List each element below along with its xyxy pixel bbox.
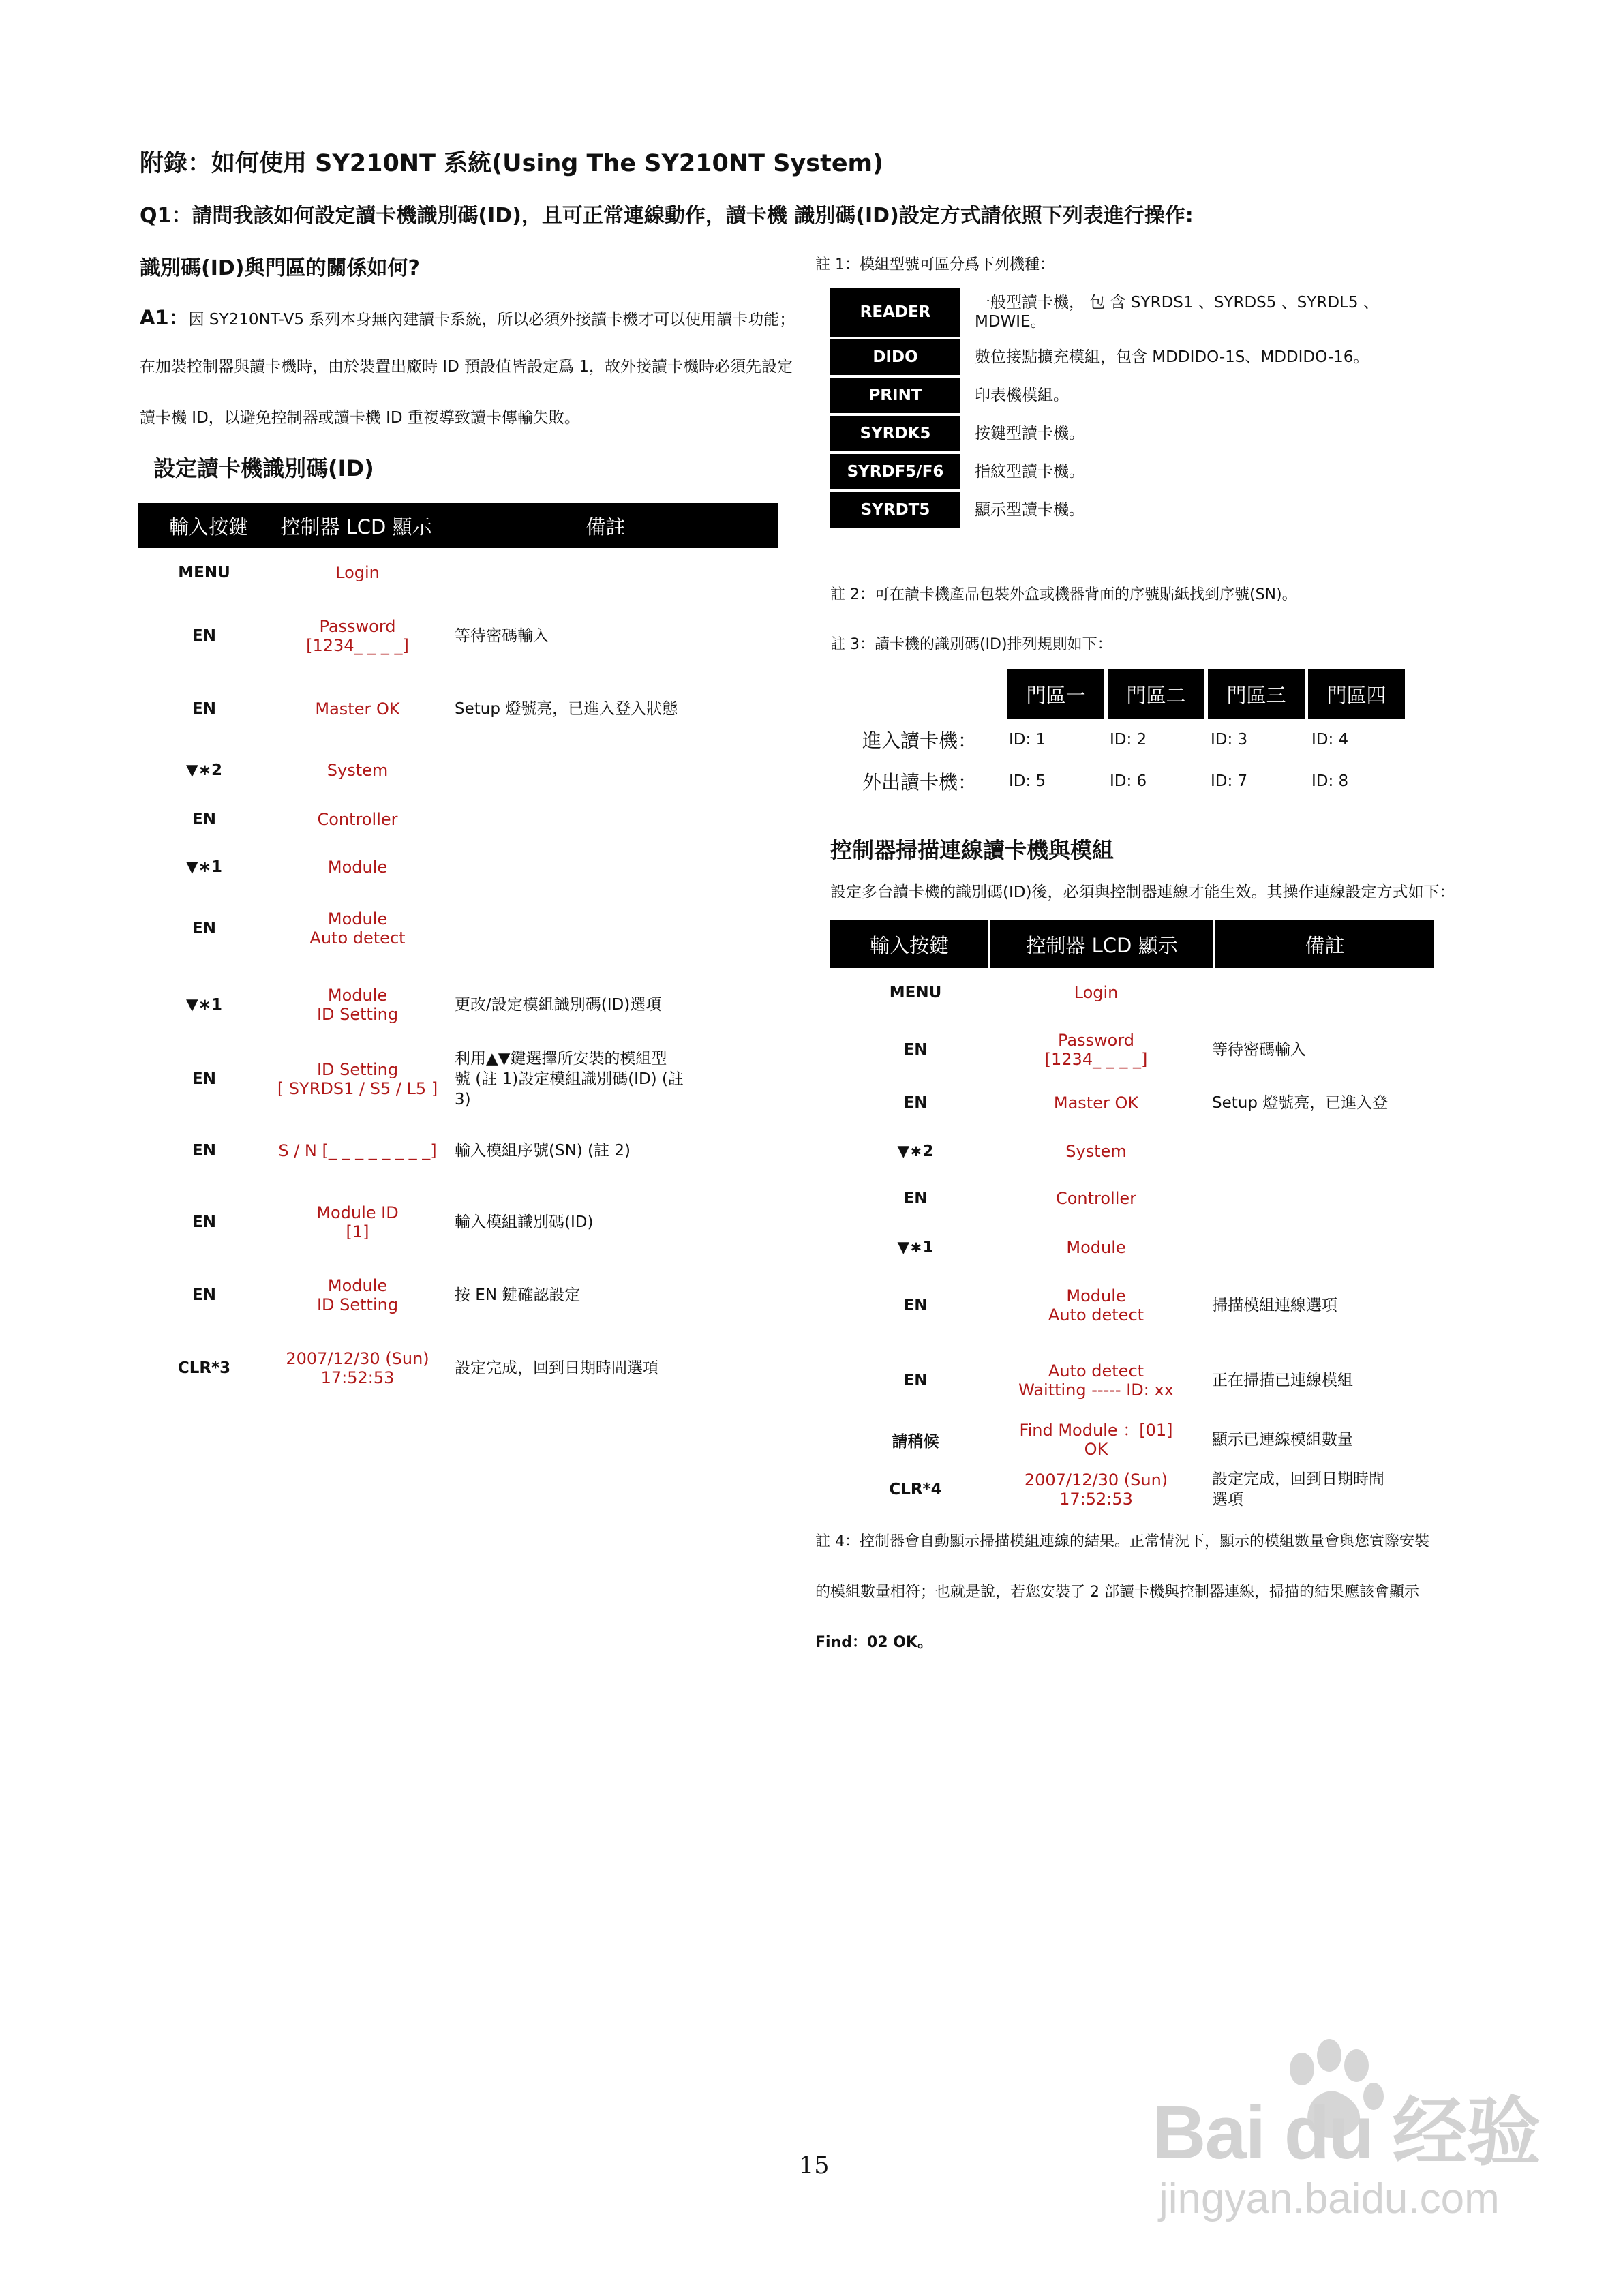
lcd-line: Module	[327, 909, 388, 928]
row-key: EN	[903, 1094, 928, 1112]
row-key: EN	[903, 1372, 928, 1389]
answer-a1-lead: A1：	[140, 306, 189, 329]
lcd-line: Password	[1057, 1031, 1135, 1050]
module-desc-line: 顯示型讀卡機。	[975, 501, 1084, 519]
table-row	[138, 743, 727, 798]
note-line: 更改/設定模組識別碼(ID)選項	[455, 996, 662, 1014]
lcd-line: [ SYRDS1 / S5 / L5 ]	[277, 1079, 438, 1098]
zone-id: ID: 8	[1311, 772, 1349, 790]
answer-a1-line1	[140, 303, 811, 331]
table-row	[830, 1464, 1416, 1515]
lcd-line: Module	[327, 858, 388, 877]
note-line: 輸入模組識別碼(ID)	[455, 1213, 594, 1231]
row-note	[1192, 1295, 1416, 1316]
section-title-scan: 控制器掃描連線讀卡機與模組	[830, 837, 1114, 863]
lcd-line: Auto detect	[1048, 1305, 1144, 1325]
module-desc	[960, 386, 1069, 405]
row-lcd	[271, 761, 444, 780]
module-row	[830, 378, 1485, 413]
row-lcd	[271, 986, 444, 1024]
row-note	[444, 699, 727, 719]
table-row	[138, 682, 727, 736]
row-lcd	[1001, 1189, 1192, 1208]
module-desc	[960, 424, 1084, 443]
module-desc	[960, 462, 1084, 481]
module-row	[830, 492, 1485, 528]
lcd-line: Module	[1066, 1286, 1126, 1305]
module-desc-line: 指紋型讀卡機。	[975, 463, 1084, 481]
table-row	[138, 1123, 727, 1178]
module-row	[830, 454, 1485, 489]
row-key: EN	[192, 920, 216, 937]
lcd-line: ID Setting	[316, 1295, 399, 1314]
watermark-brand: Bai du 经验	[1152, 2091, 1540, 2175]
module-row	[830, 416, 1485, 451]
row-lcd	[271, 563, 444, 582]
note-4-line1: 註 4：控制器會自動顯示掃描模組連線的結果。正常情況下，顯示的模組數量會與您實際安裝	[815, 1533, 1429, 1550]
row-lcd	[1001, 1031, 1192, 1069]
table1-header-key: 輸入按鍵	[168, 515, 248, 539]
row-key: MENU	[178, 564, 230, 581]
module-desc-line: 數位接點擴充模組，包含 MDDIDO-1S、MDDIDO-16。	[975, 348, 1369, 366]
table-row	[138, 901, 727, 956]
module-row	[830, 339, 1485, 375]
zone-row-label: 外出讀卡機：	[862, 771, 977, 794]
row-lcd	[271, 1203, 444, 1241]
note-line: 顯示已連線模組數量	[1212, 1431, 1353, 1449]
note-line: 選項	[1212, 1491, 1243, 1509]
lcd-line: Controller	[317, 810, 398, 829]
row-lcd	[1001, 1093, 1192, 1113]
module-row	[830, 288, 1485, 337]
lcd-line: [1234_ _ _ _]	[306, 636, 409, 655]
lcd-line: Login	[1074, 983, 1119, 1002]
note-line: 號 (註 1)設定模組識別碼(ID) (註	[455, 1070, 684, 1088]
answer-a1-line2: 在加裝控制器與讀卡機時，由於裝置出廠時 ID 預設值皆設定爲 1，故外接讀卡機時必須先設定	[140, 358, 793, 376]
note-line: 設定完成，回到日期時間選項	[455, 1359, 658, 1377]
module-tag: SYRDF5/F6	[830, 454, 960, 489]
module-tag: DIDO	[830, 339, 960, 375]
row-lcd	[1001, 1421, 1192, 1459]
row-key: ▼∗1	[186, 996, 222, 1014]
lcd-line: [1]	[346, 1222, 369, 1241]
row-note	[444, 626, 727, 646]
table-row	[830, 1280, 1416, 1331]
row-key: CLR*3	[177, 1359, 231, 1377]
zone-id: ID: 2	[1110, 731, 1147, 749]
section-title-set-id: 設定讀卡機識別碼(ID)	[153, 455, 374, 481]
row-key: ▼∗1	[897, 1239, 934, 1256]
module-desc-line: 印表機模組。	[975, 387, 1069, 404]
lcd-line: 17:52:53	[320, 1368, 395, 1387]
table-row	[830, 1077, 1416, 1129]
row-lcd	[271, 617, 444, 655]
zone-row-label: 進入讀卡機：	[862, 729, 977, 752]
note-line: 輸入模組序號(SN) (註 2)	[455, 1142, 631, 1160]
zone-row-entry	[862, 726, 1412, 753]
lcd-line: Module	[327, 1276, 388, 1295]
row-key: EN	[192, 1142, 216, 1160]
lcd-line: 17:52:53	[1059, 1490, 1133, 1509]
answer-a1-line3: 讀卡機 ID，以避免控制器或讀卡機 ID 重複導致讀卡傳輸失敗。	[140, 409, 580, 427]
table2-header-key: 輸入按鍵	[869, 933, 949, 957]
lcd-line: 2007/12/30 (Sun)	[1024, 1470, 1168, 1490]
row-lcd	[1001, 1286, 1192, 1325]
watermark-url: jingyan.baidu.com	[1159, 2175, 1500, 2222]
lcd-line: 2007/12/30 (Sun)	[286, 1349, 429, 1368]
table2-header-lcd: 控制器 LCD 顯示	[988, 920, 1213, 968]
table-row	[138, 545, 727, 600]
row-note	[1192, 1469, 1416, 1510]
row-key: 請稍候	[892, 1432, 939, 1451]
note-line: 等待密碼輸入	[455, 627, 549, 645]
table-row	[138, 1195, 727, 1250]
note-line: 等待密碼輸入	[1212, 1041, 1306, 1059]
row-key: EN	[903, 1041, 928, 1059]
answer-a1-text1: 因 SY210NT-V5 系列本身無內建讀卡系統，所以必須外接讀卡機才可以使用讀卡功能；	[188, 311, 795, 329]
lcd-line: [1234_ _ _ _]	[1044, 1050, 1148, 1069]
row-key: EN	[192, 700, 216, 718]
question-subheading: 識別碼(ID)與門區的關係如何?	[140, 256, 420, 280]
row-key: EN	[192, 1286, 216, 1304]
table-row	[830, 967, 1416, 1018]
table2-header-note: 備註	[1213, 920, 1434, 968]
row-note	[1192, 1040, 1416, 1060]
lcd-line: Auto detect	[309, 928, 406, 948]
zone-id: ID: 1	[1009, 731, 1046, 749]
row-note	[444, 1048, 727, 1110]
lcd-line: ID Setting	[316, 1060, 399, 1079]
note-line: 按 EN 鍵確認設定	[455, 1286, 581, 1304]
note-line: 正在掃描已連線模組	[1212, 1372, 1353, 1389]
zone-id: ID: 7	[1211, 772, 1248, 790]
table-row	[830, 1222, 1416, 1273]
table-row	[138, 609, 727, 663]
module-desc	[960, 293, 1379, 331]
lcd-line: System	[1065, 1142, 1127, 1161]
table-row	[138, 1268, 727, 1323]
module-desc	[960, 348, 1369, 367]
module-desc-line: 按鍵型讀卡機。	[975, 425, 1084, 442]
row-lcd	[271, 1060, 444, 1098]
row-key: EN	[192, 811, 216, 828]
note-line: Setup 燈號亮，已進入登入狀態	[455, 700, 678, 718]
lcd-line: OK	[1084, 1440, 1108, 1459]
module-list	[830, 288, 1485, 530]
table-row	[830, 1355, 1416, 1406]
row-key: EN	[192, 627, 216, 645]
table-row	[138, 1341, 727, 1395]
row-lcd	[271, 858, 444, 877]
row-note	[1192, 1093, 1416, 1113]
row-lcd	[271, 1141, 444, 1160]
row-note	[444, 995, 727, 1015]
lcd-line: Auto detect	[1048, 1361, 1144, 1380]
zone-id: ID: 6	[1110, 772, 1147, 790]
note-4-line3: Find：02 OK。	[815, 1634, 933, 1651]
lcd-line: Module	[327, 986, 388, 1005]
zone-header-cell: 門區三	[1208, 669, 1305, 719]
row-key: MENU	[889, 984, 942, 1001]
lcd-line: Master OK	[1053, 1093, 1139, 1113]
table-row	[830, 1024, 1416, 1076]
note-line: Setup 燈號亮，已進入登	[1212, 1094, 1389, 1112]
zone-row-exit	[862, 768, 1412, 795]
row-key: EN	[903, 1297, 928, 1314]
module-tag: READER	[830, 288, 960, 337]
row-lcd	[1001, 1470, 1192, 1509]
table2-header	[830, 920, 1434, 968]
row-lcd	[271, 1276, 444, 1314]
zone-id: ID: 3	[1211, 731, 1248, 749]
lcd-line: Master OK	[315, 699, 400, 719]
module-tag: SYRDK5	[830, 416, 960, 451]
table-row	[138, 1052, 727, 1106]
row-key: EN	[192, 1213, 216, 1231]
lcd-line: System	[327, 761, 389, 780]
row-lcd	[271, 810, 444, 829]
row-key: ▼∗1	[186, 858, 222, 876]
lcd-line: Login	[335, 563, 380, 582]
row-lcd	[1001, 1238, 1192, 1257]
row-note	[1192, 1430, 1416, 1450]
note-line: 3)	[455, 1091, 471, 1108]
lcd-line: Waitting ----- ID: xx	[1018, 1380, 1174, 1400]
zone-header-cell: 門區二	[1108, 669, 1204, 719]
row-key: CLR*4	[889, 1481, 942, 1498]
lcd-line: ID Setting	[316, 1005, 399, 1024]
lcd-line: Find Module ：[01]	[1019, 1421, 1173, 1440]
note-1: 註 1：模組型號可區分爲下列機種：	[815, 256, 1055, 273]
table-row	[830, 1126, 1416, 1177]
module-tag: PRINT	[830, 378, 960, 413]
row-lcd	[1001, 983, 1192, 1002]
row-lcd	[1001, 1361, 1192, 1400]
table1-header	[138, 503, 778, 548]
module-desc-line: MDWIE。	[975, 313, 1046, 331]
zone-id: ID: 5	[1009, 772, 1046, 790]
note-2: 註 2：可在讀卡機產品包裝外盒或機器背面的序號貼紙找到序號(SN)。	[830, 586, 1297, 603]
row-note	[444, 1358, 727, 1378]
lcd-line: S / N [_ _ _ _ _ _ _ _]	[278, 1141, 437, 1160]
row-note	[444, 1212, 727, 1233]
note-4-line2: 的模組數量相符；也就是說，若您安裝了 2 部讀卡機與控制器連線，掃描的結果應該會顯示	[815, 1584, 1419, 1601]
table1-header-note: 備註	[586, 515, 626, 539]
table1-header-lcd: 控制器 LCD 顯示	[280, 515, 432, 539]
module-desc	[960, 500, 1084, 519]
table-row	[830, 1414, 1416, 1466]
page-number: 15	[799, 2152, 830, 2179]
table-row	[138, 840, 727, 894]
lcd-line: Controller	[1055, 1189, 1137, 1208]
row-key: ▼∗2	[897, 1143, 934, 1160]
note-line: 利用▲▼鍵選擇所安裝的模組型	[455, 1050, 667, 1068]
row-note	[444, 1141, 727, 1161]
zone-id: ID: 4	[1311, 731, 1349, 749]
row-key: ▼∗2	[186, 761, 222, 779]
module-tag: SYRDT5	[830, 492, 960, 528]
lcd-line: Module ID	[316, 1203, 399, 1222]
row-lcd	[271, 1349, 444, 1387]
lcd-line: Module	[1066, 1238, 1126, 1257]
note-3: 註 3：讀卡機的識別碼(ID)排列規則如下：	[830, 636, 1112, 653]
module-desc-line: 一般型讀卡機， 包 含 SYRDS1 、SYRDS5 、SYRDL5 、	[975, 294, 1379, 312]
row-key: EN	[192, 1070, 216, 1088]
row-note	[1192, 1370, 1416, 1391]
row-note	[444, 1285, 727, 1305]
row-lcd	[1001, 1142, 1192, 1161]
zone-header-cell: 門區一	[1007, 669, 1104, 719]
zone-header-cell: 門區四	[1308, 669, 1405, 719]
lcd-line: Password	[319, 617, 396, 636]
question-q1: Q1：請問我該如何設定讀卡機識別碼(ID)，且可正常連線動作，讀卡機 識別碼(ID)設定方式請依照下列表進行操作:	[140, 204, 1194, 228]
note-line: 設定完成，回到日期時間	[1212, 1470, 1384, 1488]
section-scan-desc: 設定多台讀卡機的識別碼(ID)後，必須與控制器連線才能生效。其操作連線設定方式如下：	[830, 883, 1455, 901]
table-row	[138, 792, 727, 847]
row-lcd	[271, 909, 444, 948]
row-key: EN	[903, 1190, 928, 1207]
table-row	[138, 978, 727, 1032]
zone-header	[1007, 669, 1408, 719]
page-title: 附錄：如何使用 SY210NT 系統(Using The SY210NT System)	[140, 150, 884, 177]
table-row	[830, 1173, 1416, 1224]
row-lcd	[271, 699, 444, 719]
note-line: 掃描模組連線選項	[1212, 1297, 1337, 1314]
